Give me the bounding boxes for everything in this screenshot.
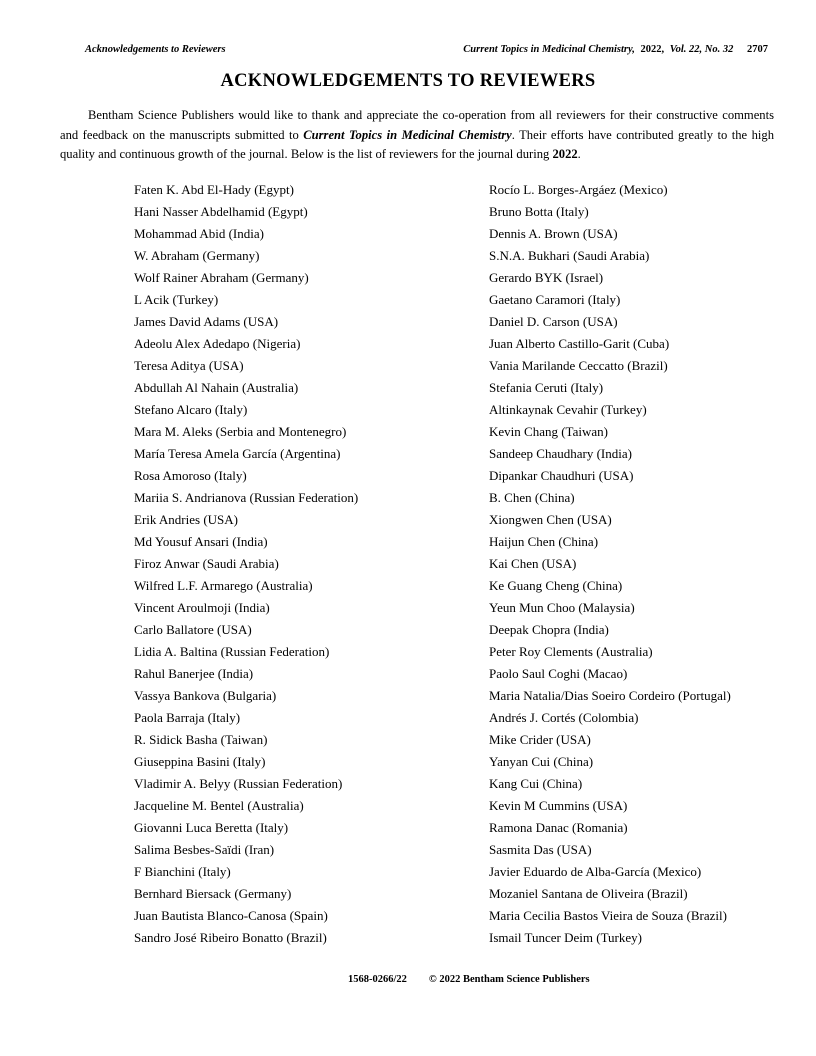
running-head-citation: [460, 44, 768, 55]
reviewer-item: Yanyan Cui (China): [489, 754, 594, 769]
reviewer-item: Javier Eduardo de Alba-García (Mexico): [489, 864, 702, 879]
reviewer-item: Teresa Aditya (USA): [134, 358, 244, 373]
reviewer-item: Kang Cui (China): [489, 776, 583, 791]
reviewer-item: Erik Andries (USA): [134, 512, 238, 527]
reviewer-item: R. Sidick Basha (Taiwan): [134, 732, 268, 747]
reviewer-item: Vania Marilande Ceccatto (Brazil): [489, 358, 668, 373]
reviewer-item: B. Chen (China): [489, 490, 575, 505]
reviewer-item: Mozaniel Santana de Oliveira (Brazil): [489, 886, 688, 901]
reviewer-item: Juan Alberto Castillo-Garit (Cuba): [489, 336, 670, 351]
journal-year-text: 2022,: [640, 44, 665, 55]
intro-text-2: . Their efforts have contributed greatly to the high quality and continuous growth of the journal. Below is the list of reviewers for the journal during: [60, 127, 774, 161]
reviewer-item: Rosa Amoroso (Italy): [134, 468, 247, 483]
reviewer-item: Carlo Ballatore (USA): [134, 622, 252, 637]
intro-journal-name: Current Topics in Medicinal Chemistry: [303, 127, 512, 142]
reviewer-item: Giuseppina Basini (Italy): [134, 754, 266, 769]
reviewer-item: Rahul Banerjee (India): [134, 666, 254, 681]
reviewer-item: Sandeep Chaudhary (India): [489, 446, 632, 461]
reviewer-item: Rocío L. Borges-Argáez (Mexico): [489, 182, 668, 197]
reviewer-item: Paolo Saul Coghi (Macao): [489, 666, 628, 681]
reviewer-item: Salima Besbes-Saïdi (Iran): [134, 842, 275, 857]
reviewer-item: F Bianchini (Italy): [134, 864, 231, 879]
reviewer-item: Jacqueline M. Bentel (Australia): [134, 798, 304, 813]
page-footer: [348, 974, 590, 985]
reviewer-item: Paola Barraja (Italy): [134, 710, 241, 725]
reviewer-item: Stefania Ceruti (Italy): [489, 380, 604, 395]
reviewer-column-right: [489, 179, 731, 949]
reviewer-item: Adeolu Alex Adedapo (Nigeria): [134, 336, 301, 351]
reviewer-item: Vladimir A. Belyy (Russian Federation): [134, 776, 343, 791]
reviewer-item: Md Yousuf Ansari (India): [134, 534, 268, 549]
intro-paragraph: [60, 106, 774, 165]
reviewer-item: Firoz Anwar (Saudi Arabia): [134, 556, 279, 571]
page-number: 2707: [747, 44, 768, 55]
intro-year: 2022: [552, 147, 578, 161]
reviewer-item: Stefano Alcaro (Italy): [134, 402, 248, 417]
reviewer-column-left: [134, 179, 358, 949]
reviewer-item: Wolf Rainer Abraham (Germany): [134, 270, 309, 285]
reviewer-item: W. Abraham (Germany): [134, 248, 260, 263]
page-title: ACKNOWLEDGEMENTS TO REVIEWERS: [220, 71, 596, 91]
reviewer-item: Haijun Chen (China): [489, 534, 599, 549]
intro-text-3: .: [577, 147, 581, 161]
reviewer-item: Lidia A. Baltina (Russian Federation): [134, 644, 330, 659]
reviewer-item: Kevin Chang (Taiwan): [489, 424, 608, 439]
reviewer-item: Mike Crider (USA): [489, 732, 591, 747]
reviewer-item: Peter Roy Clements (Australia): [489, 644, 653, 659]
reviewer-item: Vassya Bankova (Bulgaria): [134, 688, 277, 703]
reviewer-item: Sasmita Das (USA): [489, 842, 592, 857]
journal-volume-text: Vol. 22, No. 32: [669, 44, 734, 55]
reviewer-item: Mohammad Abid (India): [134, 226, 264, 241]
running-head: [85, 44, 768, 55]
reviewer-item: Bruno Botta (Italy): [489, 204, 589, 219]
reviewer-item: Altinkaynak Cevahir (Turkey): [489, 402, 647, 417]
reviewer-item: Maria Natalia/Dias Soeiro Cordeiro (Portugal): [489, 688, 731, 703]
reviewer-item: Xiongwen Chen (USA): [489, 512, 612, 527]
running-head-title: Acknowledgements to Reviewers: [85, 44, 226, 55]
reviewer-item: Sandro José Ribeiro Bonatto (Brazil): [134, 930, 327, 945]
copyright-text: © 2022 Bentham Science Publishers: [428, 974, 590, 985]
reviewer-item: Daniel D. Carson (USA): [489, 314, 618, 329]
reviewer-item: Abdullah Al Nahain (Australia): [134, 380, 299, 395]
reviewer-item: Gerardo BYK (Israel): [489, 270, 604, 285]
reviewer-item: L Acik (Turkey): [134, 292, 219, 307]
reviewer-item: Bernhard Biersack (Germany): [134, 886, 292, 901]
reviewer-item: Kevin M Cummins (USA): [489, 798, 628, 813]
reviewer-item: Ismail Tuncer Deim (Turkey): [489, 930, 642, 945]
reviewer-item: Giovanni Luca Beretta (Italy): [134, 820, 289, 835]
reviewer-item: James David Adams (USA): [134, 314, 279, 329]
reviewer-item: Yeun Mun Choo (Malaysia): [489, 600, 635, 615]
reviewer-item: Ramona Danac (Romania): [489, 820, 628, 835]
journal-name-text: Current Topics in Medicinal Chemistry,: [463, 44, 635, 55]
reviewer-item: Deepak Chopra (India): [489, 622, 609, 637]
issn-code: 1568-0266/22: [348, 974, 407, 985]
reviewer-item: Hani Nasser Abdelhamid (Egypt): [134, 204, 308, 219]
reviewer-item: Ke Guang Cheng (China): [489, 578, 623, 593]
reviewer-item: Faten K. Abd El-Hady (Egypt): [134, 182, 294, 197]
reviewer-item: Mara M. Aleks (Serbia and Montenegro): [134, 424, 347, 439]
reviewer-item: Kai Chen (USA): [489, 556, 577, 571]
reviewer-item: Mariia S. Andrianova (Russian Federation): [134, 490, 359, 505]
reviewer-item: Maria Cecilia Bastos Vieira de Souza (Brazil): [489, 908, 727, 923]
reviewer-item: Gaetano Caramori (Italy): [489, 292, 621, 307]
reviewer-item: S.N.A. Bukhari (Saudi Arabia): [489, 248, 650, 263]
reviewer-item: Wilfred L.F. Armarego (Australia): [134, 578, 313, 593]
reviewer-item: Dipankar Chaudhuri (USA): [489, 468, 634, 483]
reviewer-item: Andrés J. Cortés (Colombia): [489, 710, 639, 725]
intro-text-1: Bentham Science Publishers would like to thank and appreciate the co-operation from all reviewers for their constructive comments and feedback on the manuscripts submitted to: [60, 108, 774, 142]
reviewer-item: Vincent Aroulmoji (India): [134, 600, 270, 615]
reviewer-item: Dennis A. Brown (USA): [489, 226, 618, 241]
reviewer-item: María Teresa Amela García (Argentina): [134, 446, 341, 461]
reviewer-item: Juan Bautista Blanco-Canosa (Spain): [134, 908, 328, 923]
